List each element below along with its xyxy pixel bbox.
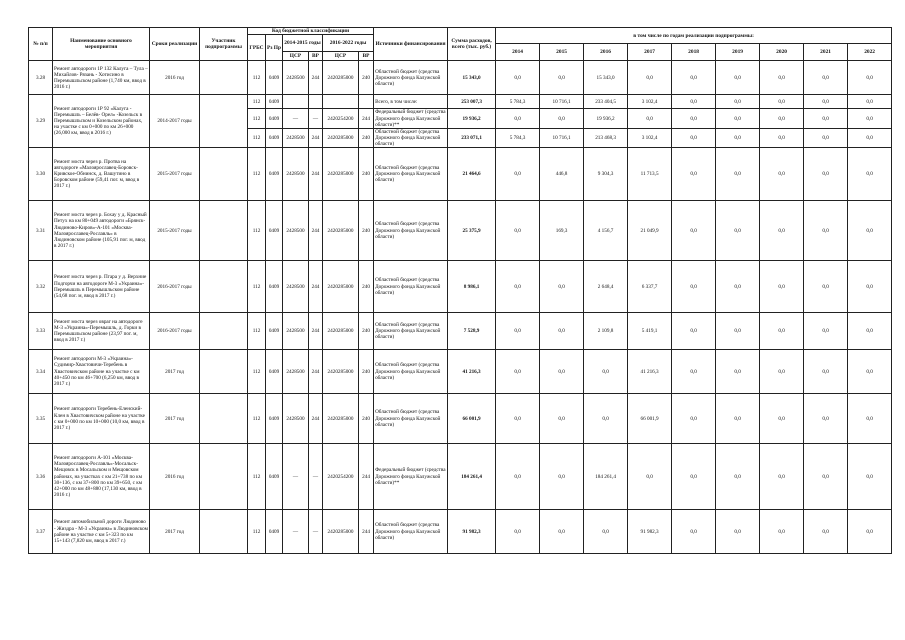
year-amount: 0,0 — [804, 109, 848, 128]
year-amount: 0,0 — [540, 109, 584, 128]
grbs-cell: 112 — [248, 128, 266, 147]
vr-2016-cell: 244 — [359, 510, 374, 554]
grbs-cell: 112 — [248, 261, 266, 313]
year-amount: 0,0 — [496, 444, 540, 510]
year-amount: 0,0 — [540, 261, 584, 313]
vr-2014-cell: 244 — [309, 313, 323, 350]
csr-2014-cell: 2428500 — [283, 261, 309, 313]
table-row — [29, 350, 892, 394]
year-amount: 0,0 — [804, 261, 848, 313]
funding-source: Областной бюджет (средства Дорожного фонда Калужской области) — [374, 128, 448, 147]
year-amount: 0,0 — [672, 350, 716, 394]
header-2014-2015: 2014-2015 годы — [283, 35, 323, 52]
vr-2016-cell: 244 — [359, 109, 374, 128]
year-amount: 0,0 — [760, 394, 804, 444]
measure-name: Ремонт моста через овраг на автодороге М-3 «Украина»-Перемышль, д. Горки в Перемышльском районе (23,97 пог. м, ввод в 2017 г.) — [53, 313, 150, 350]
year-amount: 2 109,8 — [584, 313, 628, 350]
rzpr-cell: 0409 — [266, 201, 283, 261]
year-amount: 0,0 — [496, 350, 540, 394]
year-amount: 0,0 — [804, 201, 848, 261]
implementation-period: 2016-2017 годы — [150, 261, 200, 313]
year-amount: 0,0 — [848, 350, 892, 394]
year-amount: 0,0 — [716, 444, 760, 510]
table-body — [29, 61, 892, 554]
total-amount: 233 071,1 — [448, 128, 496, 147]
header-participants: Участник подпрограммы — [200, 28, 248, 61]
header-year: 2019 — [716, 44, 760, 61]
year-amount: 0,0 — [716, 313, 760, 350]
year-amount: 0,0 — [760, 313, 804, 350]
participant — [200, 444, 248, 510]
csr-2016-cell: 2420254200 — [323, 109, 359, 128]
year-amount: 91 982,3 — [628, 510, 672, 554]
year-amount: 0,0 — [716, 61, 760, 95]
header-year: 2017 — [628, 44, 672, 61]
year-amount: 11 713,5 — [628, 148, 672, 201]
csr-2014-cell: 2428500 — [283, 350, 309, 394]
funding-source: Областной бюджет (средства Дорожного фонда Калужской области) — [374, 261, 448, 313]
total-amount: 7 528,9 — [448, 313, 496, 350]
table-header — [29, 28, 892, 61]
year-amount: 0,0 — [716, 109, 760, 128]
year-amount: 0,0 — [848, 313, 892, 350]
year-amount: 213 468,3 — [584, 128, 628, 147]
vr-2014-cell — [309, 95, 323, 109]
total-amount: 184 261,4 — [448, 444, 496, 510]
header-year: 2020 — [760, 44, 804, 61]
year-amount: 184 261,4 — [584, 444, 628, 510]
table-row — [29, 95, 892, 109]
vr-2014-cell: 244 — [309, 261, 323, 313]
grbs-cell: 112 — [248, 444, 266, 510]
year-amount: 0,0 — [628, 444, 672, 510]
vr-2014-cell: 244 — [309, 128, 323, 147]
year-amount: 0,0 — [848, 148, 892, 201]
grbs-cell: 112 — [248, 313, 266, 350]
year-amount: 0,0 — [804, 394, 848, 444]
grbs-cell: 112 — [248, 394, 266, 444]
year-amount: 0,0 — [804, 61, 848, 95]
row-number: 3.30 — [29, 148, 53, 201]
vr-2016-cell: 240 — [359, 313, 374, 350]
csr-2014-cell: — — [283, 444, 309, 510]
implementation-period: 2016 год — [150, 61, 200, 95]
year-amount: 0,0 — [496, 510, 540, 554]
table-row — [29, 394, 892, 444]
rzpr-cell: 0409 — [266, 510, 283, 554]
grbs-cell: 112 — [248, 61, 266, 95]
year-amount: 0,0 — [848, 261, 892, 313]
row-number: 3.34 — [29, 350, 53, 394]
year-amount: 0,0 — [760, 510, 804, 554]
measure-name: Ремонт автодороги Теребень-Еленский-Клен в Хвастовичском районе на участке с км 0+000 по км 10+000 (10,0 км, ввод в 2017 г.) — [53, 394, 150, 444]
participant — [200, 148, 248, 201]
rzpr-cell: 0409 — [266, 128, 283, 147]
csr-2016-cell: 2420285000 — [323, 128, 359, 147]
vr-2014-cell: — — [309, 444, 323, 510]
year-amount: 4 156,7 — [584, 201, 628, 261]
header-grbs: ГРБС — [248, 35, 266, 61]
vr-2016-cell — [359, 95, 374, 109]
vr-2016-cell: 240 — [359, 61, 374, 95]
header-csr: ЦСР — [323, 52, 359, 61]
grbs-cell: 112 — [248, 350, 266, 394]
participant — [200, 95, 248, 148]
implementation-period: 2017 год — [150, 510, 200, 554]
year-amount: 0,0 — [672, 109, 716, 128]
year-amount: 0,0 — [804, 148, 848, 201]
measure-name: Ремонт моста через р. Протва на автодороге «Малоярославец-Боровск-Кривское-Обнинск, д. Вашутино в Боровском районе (59,41 пог. м, ввод в 2017 г.) — [53, 148, 150, 201]
row-number: 3.29 — [29, 95, 53, 148]
measure-name: Ремонт моста через р. Бохау у д. Красный Петух на км 80+049 автодороги «Брянск-Людиново-Киров»-А-101 «Москва-Малоярославец-Рославль» в Людиновском районе (105,91 пог. м, ввод в 2017 г.) — [53, 201, 150, 261]
vr-2014-cell: 244 — [309, 201, 323, 261]
csr-2016-cell: 2420285000 — [323, 148, 359, 201]
csr-2016-cell: 2420285000 — [323, 510, 359, 554]
year-amount: 0,0 — [760, 61, 804, 95]
grbs-cell: 112 — [248, 95, 266, 109]
total-amount: 91 982,3 — [448, 510, 496, 554]
year-amount: 10 716,1 — [540, 95, 584, 109]
csr-2014-cell: 2428500 — [283, 394, 309, 444]
year-amount: 233 404,5 — [584, 95, 628, 109]
year-amount: 0,0 — [716, 201, 760, 261]
vr-2016-cell: 244 — [359, 444, 374, 510]
row-number: 3.36 — [29, 444, 53, 510]
year-amount: 446,8 — [540, 148, 584, 201]
measure-name: Ремонт автодороги 1Р 92 «Калуга - Перемышль – Белёв- Орел» -Козельск в Перемышльском и Козельском районах, на участке с км 0+000 по км 26+000 (26,000 км, ввод в 2016 г.) — [53, 95, 150, 148]
row-number: 3.32 — [29, 261, 53, 313]
year-amount: 0,0 — [540, 510, 584, 554]
year-amount: 5 784,3 — [496, 95, 540, 109]
year-amount: 0,0 — [672, 261, 716, 313]
year-amount: 0,0 — [628, 109, 672, 128]
header-name: Наименование основного мероприятия — [53, 28, 150, 61]
vr-2016-cell: 240 — [359, 394, 374, 444]
vr-2016-cell: 240 — [359, 261, 374, 313]
year-amount: 0,0 — [716, 95, 760, 109]
vr-2014-cell: 244 — [309, 61, 323, 95]
year-amount: 0,0 — [496, 61, 540, 95]
year-amount: 0,0 — [716, 261, 760, 313]
total-amount: 66 001,9 — [448, 394, 496, 444]
year-amount: 0,0 — [496, 313, 540, 350]
year-amount: 0,0 — [760, 95, 804, 109]
csr-2016-cell — [323, 95, 359, 109]
year-amount: 0,0 — [804, 313, 848, 350]
implementation-period: 2017 год — [150, 350, 200, 394]
implementation-period: 2015-2017 годы — [150, 148, 200, 201]
total-amount: 25 375,9 — [448, 201, 496, 261]
vr-2014-cell: 244 — [309, 350, 323, 394]
header-total: Сумма расходов, всего (тыс. руб.) — [448, 28, 496, 61]
table-row — [29, 261, 892, 313]
year-amount: 0,0 — [716, 148, 760, 201]
year-amount: 0,0 — [760, 444, 804, 510]
funding-source: Областной бюджет (средства Дорожного фонда Калужской области) — [374, 313, 448, 350]
implementation-period: 2015-2017 годы — [150, 201, 200, 261]
header-year: 2021 — [804, 44, 848, 61]
year-amount: 0,0 — [848, 201, 892, 261]
year-amount: 0,0 — [540, 61, 584, 95]
measure-name: Ремонт автодороги А-101 «Москва-Малоярославец-Рославль»-Мосальск-Мещовск в Мосальском и Мещовском районах, на участках с км 21+738 по км 30+136, с км 37+800 по км 39+650, с км 42+000 по км 48+880 (17,130 км, ввод в 2016 г.) — [53, 444, 150, 510]
vr-2014-cell: 244 — [309, 148, 323, 201]
year-amount: 0,0 — [628, 61, 672, 95]
header-budget-code: Код бюджетной классификации — [248, 28, 374, 35]
year-amount: 0,0 — [584, 350, 628, 394]
rzpr-cell: 0409 — [266, 61, 283, 95]
year-amount: 0,0 — [760, 350, 804, 394]
year-amount: 0,0 — [496, 148, 540, 201]
header-num: № п/п — [29, 28, 53, 61]
year-amount: 66 001,9 — [628, 394, 672, 444]
year-amount: 0,0 — [584, 510, 628, 554]
csr-2014-cell: 2428500 — [283, 201, 309, 261]
table-row — [29, 510, 892, 554]
year-amount: 0,0 — [848, 95, 892, 109]
header-year: 2018 — [672, 44, 716, 61]
table-row — [29, 148, 892, 201]
year-amount: 0,0 — [672, 444, 716, 510]
csr-2016-cell: 2420285000 — [323, 201, 359, 261]
year-amount: 0,0 — [496, 394, 540, 444]
header-rzpr: Рз Пр — [266, 35, 283, 61]
funding-source: Федеральный бюджет (средства Дорожного фонда Калужской области)** — [374, 444, 448, 510]
year-amount: 5 784,3 — [496, 128, 540, 147]
csr-2014-cell: 2428500 — [283, 61, 309, 95]
vr-2016-cell: 240 — [359, 350, 374, 394]
implementation-period: 2014-2017 годы — [150, 95, 200, 148]
total-amount: 15 343,0 — [448, 61, 496, 95]
participant — [200, 510, 248, 554]
csr-2014-cell: — — [283, 109, 309, 128]
row-number: 3.35 — [29, 394, 53, 444]
year-amount: 0,0 — [848, 510, 892, 554]
year-amount: 0,0 — [848, 394, 892, 444]
header-vr: ВР — [309, 52, 323, 61]
year-amount: 2 648,4 — [584, 261, 628, 313]
year-amount: 0,0 — [672, 313, 716, 350]
implementation-period: 2017 год — [150, 394, 200, 444]
year-amount: 0,0 — [496, 201, 540, 261]
year-amount: 0,0 — [672, 61, 716, 95]
year-amount: 5 419,1 — [628, 313, 672, 350]
year-amount: 0,0 — [672, 128, 716, 147]
year-amount: 19 936,2 — [584, 109, 628, 128]
implementation-period: 2016-2017 годы — [150, 313, 200, 350]
year-amount: 0,0 — [584, 394, 628, 444]
total-amount: 19 936,2 — [448, 109, 496, 128]
funding-source: Областной бюджет (средства Дорожного фонда Калужской области) — [374, 510, 448, 554]
header-year: 2014 — [496, 44, 540, 61]
measure-name: Ремонт моста через р. Пгара у д. Верхние Подгорчи на автодороге М-3 «Украина»-Перемышль в Перемышльском районе (54,68 пог. м, ввод в 2017 г.) — [53, 261, 150, 313]
header-by-years: в том числе по годам реализации подпрограммы: — [496, 28, 892, 44]
year-amount: 9 304,3 — [584, 148, 628, 201]
year-amount: 0,0 — [540, 350, 584, 394]
funding-source: Областной бюджет (средства Дорожного фонда Калужской области) — [374, 61, 448, 95]
measure-name: Ремонт автодороги М-3 «Украина»-Судимир-Хвастовичи-Теребень в Хвастовичском районе на участке с км 40+450 по км 46+700 (6,250 км, ввод в 2017 г.) — [53, 350, 150, 394]
header-period: Сроки реализации — [150, 28, 200, 61]
row-number: 3.28 — [29, 61, 53, 95]
rzpr-cell: 0409 — [266, 313, 283, 350]
csr-2014-cell: 2428500 — [283, 128, 309, 147]
year-amount: 0,0 — [848, 109, 892, 128]
rzpr-cell: 0409 — [266, 261, 283, 313]
grbs-cell: 112 — [248, 109, 266, 128]
csr-2016-cell: 2420285000 — [323, 313, 359, 350]
year-amount: 0,0 — [760, 128, 804, 147]
year-amount: 0,0 — [804, 128, 848, 147]
year-amount: 0,0 — [672, 95, 716, 109]
participant — [200, 261, 248, 313]
funding-source: Областной бюджет (средства Дорожного фонда Калужской области) — [374, 394, 448, 444]
participant — [200, 313, 248, 350]
year-amount: 0,0 — [540, 444, 584, 510]
participant — [200, 61, 248, 95]
header-2016-2022: 2016-2022 годы — [323, 35, 374, 52]
year-amount: 3 102,4 — [628, 95, 672, 109]
year-amount: 0,0 — [672, 148, 716, 201]
grbs-cell: 112 — [248, 510, 266, 554]
rzpr-cell: 0409 — [266, 444, 283, 510]
vr-2016-cell: 240 — [359, 148, 374, 201]
measure-name: Ремонт автодороги 1Р 132 Калуга – Тула – Михайлов- Рязань - Хотисино в Перемышльском районе (1,740 км, ввод в 2016 г.) — [53, 61, 150, 95]
row-number: 3.31 — [29, 201, 53, 261]
vr-2016-cell: 240 — [359, 128, 374, 147]
year-amount: 0,0 — [540, 394, 584, 444]
implementation-period: 2016 год — [150, 444, 200, 510]
year-amount: 0,0 — [760, 109, 804, 128]
header-vr: ВР — [359, 52, 374, 61]
year-amount: 0,0 — [804, 350, 848, 394]
header-csr: ЦСР — [283, 52, 309, 61]
year-amount: 169,3 — [540, 201, 584, 261]
year-amount: 0,0 — [496, 261, 540, 313]
funding-source: Всего, в том числе: — [374, 95, 448, 109]
year-amount: 0,0 — [716, 510, 760, 554]
row-number: 3.33 — [29, 313, 53, 350]
vr-2014-cell: — — [309, 109, 323, 128]
year-amount: 21 049,9 — [628, 201, 672, 261]
year-amount: 0,0 — [760, 201, 804, 261]
header-year: 2016 — [584, 44, 628, 61]
total-amount: 41 216,3 — [448, 350, 496, 394]
grbs-cell: 112 — [248, 201, 266, 261]
year-amount: 0,0 — [672, 510, 716, 554]
csr-2014-cell: — — [283, 510, 309, 554]
vr-2016-cell: 240 — [359, 201, 374, 261]
header-sources: Источники финансирования — [374, 28, 448, 61]
participant — [200, 350, 248, 394]
year-amount: 10 716,1 — [540, 128, 584, 147]
year-amount: 0,0 — [716, 128, 760, 147]
year-amount: 0,0 — [760, 148, 804, 201]
csr-2016-cell: 2420285000 — [323, 394, 359, 444]
rzpr-cell: 0409 — [266, 350, 283, 394]
table-row — [29, 61, 892, 95]
year-amount: 0,0 — [804, 95, 848, 109]
funding-source: Федеральный бюджет (средства Дорожного фонда Калужской области)** — [375, 109, 446, 128]
total-amount: 21 464,6 — [448, 148, 496, 201]
csr-2016-cell: 2420285000 — [323, 261, 359, 313]
total-amount: 253 007,3 — [448, 95, 496, 109]
year-amount: 0,0 — [716, 394, 760, 444]
vr-2014-cell: — — [309, 510, 323, 554]
year-amount: 0,0 — [848, 128, 892, 147]
row-number: 3.37 — [29, 510, 53, 554]
year-amount: 0,0 — [496, 109, 540, 128]
year-amount: 0,0 — [760, 261, 804, 313]
rzpr-cell: 0409 — [266, 109, 283, 128]
csr-2014-cell: 2428500 — [283, 148, 309, 201]
year-amount: 15 343,0 — [584, 61, 628, 95]
table-row — [29, 313, 892, 350]
vr-2014-cell: 244 — [309, 394, 323, 444]
year-amount: 41 216,3 — [628, 350, 672, 394]
rzpr-cell: 0409 — [266, 148, 283, 201]
year-amount: 0,0 — [540, 313, 584, 350]
header-year: 2015 — [540, 44, 584, 61]
csr-2014-cell — [283, 95, 309, 109]
program-table — [28, 27, 892, 554]
funding-source: Областной бюджет (средства Дорожного фонда Калужской области) — [374, 350, 448, 394]
year-amount: 0,0 — [804, 444, 848, 510]
participant — [200, 201, 248, 261]
header-year: 2022 — [848, 44, 892, 61]
table-row — [29, 201, 892, 261]
rzpr-cell: 0409 — [266, 394, 283, 444]
csr-2016-cell: 2420285000 — [323, 350, 359, 394]
csr-2014-cell: 2428500 — [283, 313, 309, 350]
year-amount: 0,0 — [848, 444, 892, 510]
year-amount: 3 102,4 — [628, 128, 672, 147]
year-amount: 0,0 — [804, 510, 848, 554]
participant — [200, 394, 248, 444]
funding-source: Областной бюджет (средства Дорожного фонда Калужской области) — [374, 201, 448, 261]
measure-name: Ремонт автомобильной дороги Людиново - Жиздра - М-3 «Украина» в Людиновском районе на участке с км 5+323 по км 15+143 (7,820 км, ввод в 2017 г.) — [53, 510, 150, 554]
csr-2016-cell: 2420285000 — [323, 61, 359, 95]
year-amount: 0,0 — [848, 61, 892, 95]
year-amount: 6 337,7 — [628, 261, 672, 313]
grbs-cell: 112 — [248, 148, 266, 201]
csr-2016-cell: 2420254200 — [323, 444, 359, 510]
year-amount: 0,0 — [672, 394, 716, 444]
rzpr-cell: 0409 — [266, 95, 283, 109]
funding-source: Областной бюджет (средства Дорожного фонда Калужской области) — [374, 148, 448, 201]
table-row — [29, 444, 892, 510]
year-amount: 0,0 — [672, 201, 716, 261]
total-amount: 8 986,1 — [448, 261, 496, 313]
year-amount: 0,0 — [716, 350, 760, 394]
